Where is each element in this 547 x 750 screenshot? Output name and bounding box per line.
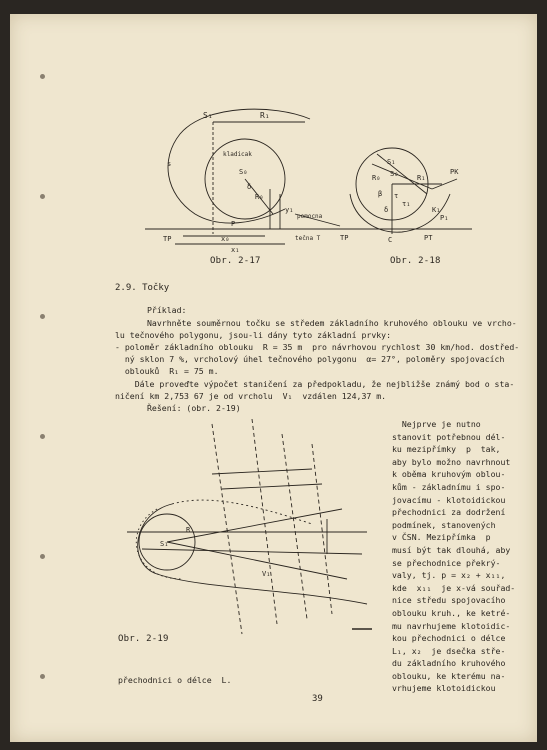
column-line: musí být tak dlouhá, aby [392, 544, 511, 555]
fig18-label: τ₁ [402, 200, 411, 208]
column-line: jovacímu - klotoidickou [392, 494, 506, 505]
column-line: oblouku, ke kterému na- [392, 670, 506, 681]
column-line: ku mezipřímky p tak, [392, 444, 501, 455]
fig19-label: R [186, 526, 191, 534]
figure-caption: Obr. 2-18 [390, 256, 441, 266]
text-line: Navrhněte souměrnou točku se středem základního kruhového oblouku ve vrcho- [147, 318, 517, 328]
column-line: v ČSN. Mezipřímka p [392, 532, 491, 543]
binding-hole [40, 674, 45, 679]
document-page [10, 14, 537, 742]
column-line: L₁, x₂ je dsečka stře- [392, 645, 506, 656]
column-line: du základního kruhového [392, 658, 506, 669]
page-number: 39 [312, 694, 323, 704]
fig17-label: R₀ [255, 193, 264, 201]
column-line: kům - základnímu i spo- [392, 481, 506, 492]
text-line: ný sklon 7 %, vrcholový úhel tečnového polygonu α= 27°, poloměry spojovacích [115, 354, 505, 364]
fig18-label: S₁ [387, 158, 396, 166]
figure-2-19 [112, 414, 372, 639]
column-line: stanovit potřebnou dél- [392, 431, 506, 442]
column-line: mu navrhujeme klotoidic- [392, 620, 511, 631]
text-line: oblouků R₁ = 75 m. [115, 366, 219, 376]
fig17-label: S₁ [203, 111, 213, 120]
column-line: kou přechodnici o délce [392, 633, 506, 644]
text-line: - poloměr základního oblouku R = 35 m pro návrhovou rychlost 30 km/hod. dostřed- [115, 342, 520, 352]
fig17-label: S₀ [239, 168, 248, 176]
binding-hole [40, 434, 45, 439]
column-line: k oběma kruhovým oblou- [392, 469, 506, 480]
section-heading: 2.9. Točky [115, 283, 170, 293]
fig17-label: kladicak [223, 151, 252, 158]
column-line: kde x₁₁ je x-vá souřad- [392, 582, 516, 593]
fig18-label: S₀ [390, 170, 399, 178]
column-line: valy, tj. p = x₂ + x₁₁, [392, 570, 506, 581]
figure-caption: Obr. 2-19 [118, 634, 169, 644]
fig18-label: τ [394, 192, 399, 200]
fig19-label: S₁ [160, 540, 169, 548]
fig17-label: x₁ [231, 246, 240, 254]
fig19-label: V₁ [262, 570, 271, 578]
fig17-label: x₀ [221, 235, 230, 243]
binding-hole [40, 554, 45, 559]
fig17-label: R₁ [260, 111, 270, 120]
text-line: Dále proveďte výpočet staničení za předpokladu, že nejbližše známý bod o sta- [115, 379, 515, 389]
text-line: ničení km 2,753 67 je od vrcholu V₁ vzdálen 124,37 m. [115, 391, 387, 401]
fig18-label: β [378, 190, 383, 198]
column-line: nice středu spojovacího [392, 595, 506, 606]
column-line: oblouku kruh., ke ketré- [392, 607, 511, 618]
figure-2-18 [332, 134, 472, 254]
fig17-label: pomocna [297, 213, 323, 220]
binding-hole [40, 314, 45, 319]
fig17-label: δ [247, 183, 252, 191]
binding-hole [40, 74, 45, 79]
example-label: Příklad: [147, 305, 187, 315]
fig17-label: y₁ [285, 206, 294, 214]
fig18-label: R₀ [372, 174, 381, 182]
fig18-label: δ [384, 206, 389, 214]
fig18-label: R₁ [417, 174, 426, 182]
column-line: podmínek, stanovených [392, 519, 496, 530]
fig18-label: C [388, 236, 393, 244]
column-line: se přechodnice překrý- [392, 557, 501, 568]
fig18-label: PK [450, 168, 459, 176]
fig18-label: P₁ [440, 214, 449, 222]
fig17-label: s [167, 160, 172, 168]
figure-caption: Obr. 2-17 [210, 256, 261, 266]
bottom-line: přechodnici o délce L. [118, 675, 232, 685]
figure-2-17 [135, 94, 345, 254]
column-line: Nejprve je nutno [392, 419, 481, 429]
fig18-label: TP [340, 234, 349, 242]
column-line: přechodnici za dodržení [392, 507, 506, 518]
fig17-label: tečna T [295, 235, 321, 242]
right-column [392, 418, 515, 695]
fig18-label: K₁ [432, 206, 441, 214]
fig17-label: TP [163, 235, 172, 243]
text-line: lu tečnového polygonu, jsou-li dány tyto základní prvky: [115, 330, 392, 340]
binding-hole [40, 194, 45, 199]
column-line: aby bylo možno navrhnout [392, 456, 511, 467]
fig17-label: P [231, 220, 236, 228]
column-line: vrhujeme klotoidickou [392, 683, 496, 694]
solution-label: Řešení: (obr. 2-19) [147, 403, 241, 413]
fig18-label: PT [424, 234, 433, 242]
